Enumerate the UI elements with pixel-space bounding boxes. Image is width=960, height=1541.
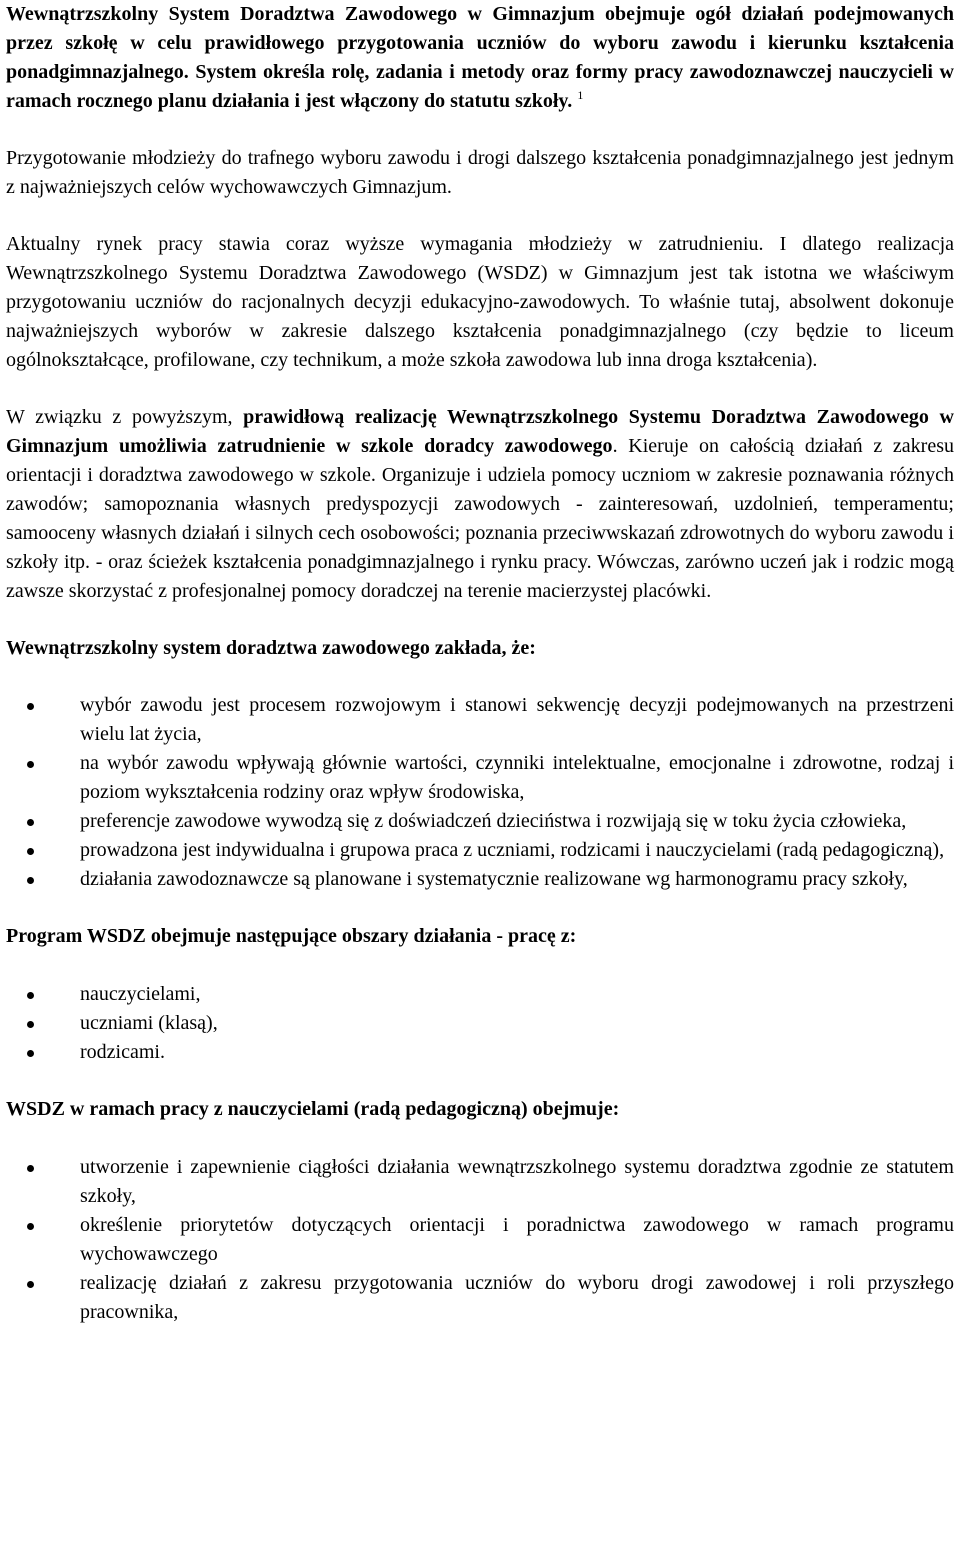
- list-item-text: preferencje zawodowe wywodzą się z doświadczeń dzieciństwa i rozwijają się w toku życia człowieka,: [80, 810, 907, 832]
- list-item: [6, 1211, 954, 1269]
- program-areas-list: [6, 980, 954, 1067]
- list-item-text: nauczycielami,: [80, 983, 201, 1005]
- list-item: [6, 691, 954, 749]
- section-heading-teachers: WSDZ w ramach pracy z nauczycielami (radą pedagogiczną) obejmuje:: [6, 1098, 620, 1120]
- paragraph-goal: Przygotowanie młodzieży do trafnego wyboru zawodu i drogi dalszego kształcenia ponadgimnazjalnego jest jednym z najważniejszych celów wychowawczych Gimnazjum.: [6, 147, 954, 198]
- list-item: [6, 980, 954, 1009]
- list-item: [6, 807, 954, 836]
- list-item-text: prowadzona jest indywidualna i grupowa praca z uczniami, rodzicami i nauczycielami (radą pedagogiczną),: [80, 839, 945, 861]
- bullet-icon: [27, 1281, 34, 1288]
- list-item-text: uczniami (klasą),: [80, 1012, 218, 1034]
- assumptions-list: [6, 691, 954, 894]
- teachers-list: [6, 1153, 954, 1327]
- list-item-text: wybór zawodu jest procesem rozwojowym i stanowi sekwencję decyzji podejmowanych na przestrzeni wielu lat życia,: [80, 694, 954, 745]
- list-item-text: utworzenie i zapewnienie ciągłości działania wewnątrzszkolnego systemu doradztwa zgodnie ze statutem szkoły,: [80, 1156, 954, 1207]
- bullet-icon: [27, 877, 34, 884]
- list-item: [6, 749, 954, 807]
- bullet-icon: [27, 1021, 34, 1028]
- bullet-icon: [27, 819, 34, 826]
- paragraph-career-advisor: [6, 403, 954, 606]
- bullet-icon: [27, 1223, 34, 1230]
- list-item-text: określenie priorytetów dotyczących orientacji i poradnictwa zawodowego w ramach programu wychowawczego: [80, 1214, 954, 1265]
- list-item: [6, 1038, 954, 1067]
- bullet-icon: [27, 1165, 34, 1172]
- list-item-text: realizację działań z zakresu przygotowania uczniów do wyboru drogi zawodowej i roli przyszłego pracownika,: [80, 1272, 954, 1323]
- list-item: [6, 836, 954, 865]
- career-advisor-bold: prawidłową realizację Wewnątrzszkolnego Systemu Doradztwa Zawodowego w Gimnazjum umożliwia zatrudnienie w szkole doradcy zawodowego: [6, 406, 955, 457]
- footnote-marker: 1: [577, 88, 584, 102]
- list-item: [6, 1153, 954, 1211]
- career-advisor-lead: W związku z powyższym,: [6, 406, 244, 428]
- list-item: [6, 1269, 954, 1327]
- list-item: [6, 865, 954, 894]
- career-advisor-rest: . Kieruje on całością działań z zakresu orientacji i doradztwa zawodowego w szkole. Organizuje i udziela pomocy uczniom w zakresie poznawania różnych zawodów; samopoznania własnych predyspozycji zawodowych - zainteresowań, uzdolnień, temperamentu; samooceny własnych działań i silnych cech osobowości; poznania przeciwwskazań zdrowotnych do wyboru zawodu i szkoły itp. - oraz ścieżek kształcenia ponadgimnazjalnego i rynku pracy. Wówczas, zarówno uczeń jak i rodzic mogą zawsze skorzystać z profesjonalnej pomocy doradczej na terenie macierzystej placówki.: [6, 435, 955, 602]
- bullet-icon: [27, 848, 34, 855]
- bullet-icon: [27, 1050, 34, 1057]
- bullet-icon: [27, 761, 34, 768]
- bullet-icon: [27, 992, 34, 999]
- list-item-text: działania zawodoznawcze są planowane i systematycznie realizowane wg harmonogramu pracy szkoły,: [80, 868, 908, 890]
- list-item-text: na wybór zawodu wpływają głównie wartości, czynniki intelektualne, emocjonalne i zdrowotne, rodzaj i poziom wykształcenia rodziny oraz wpływ środowiska,: [80, 752, 954, 803]
- bullet-icon: [27, 703, 34, 710]
- list-item-text: rodzicami.: [80, 1041, 165, 1063]
- paragraph-labor-market: Aktualny rynek pracy stawia coraz wyższe wymagania młodzieży w zatrudnieniu. I dlatego realizacja Wewnątrzszkolnego Systemu Doradztwa Zawodowego (WSDZ) w Gimnazjum jest tak istotna we właściwym przygotowaniu uczniów do racjonalnych decyzji edukacyjno-zawodowych. To właśnie tutaj, absolwent dokonuje najważniejszych wyborów w zakresie dalszego kształcenia ponadgimnazjalnego (czy będzie to liceum ogólnokształcące, profilowane, czy technikum, a może szkoła zawodowa lub inna droga kształcenia).: [6, 233, 954, 371]
- list-item: [6, 1009, 954, 1038]
- section-heading-program-areas: Program WSDZ obejmuje następujące obszary działania - pracę z:: [6, 925, 577, 947]
- intro-text: Wewnątrzszkolny System Doradztwa Zawodowego w Gimnazjum obejmuje ogół działań podejmowanych przez szkołę w celu prawidłowego przygotowania uczniów do wyboru zawodu i kierunku kształcenia ponadgimnazjalnego. System określa rolę, zadania i metody oraz formy pracy zawodoznawczej nauczycieli w ramach rocznego planu działania i jest włączony do statutu szkoły.: [6, 3, 954, 112]
- intro-paragraph: [6, 0, 954, 116]
- section-heading-assumptions: Wewnątrzszkolny system doradztwa zawodowego zakłada, że:: [6, 637, 536, 659]
